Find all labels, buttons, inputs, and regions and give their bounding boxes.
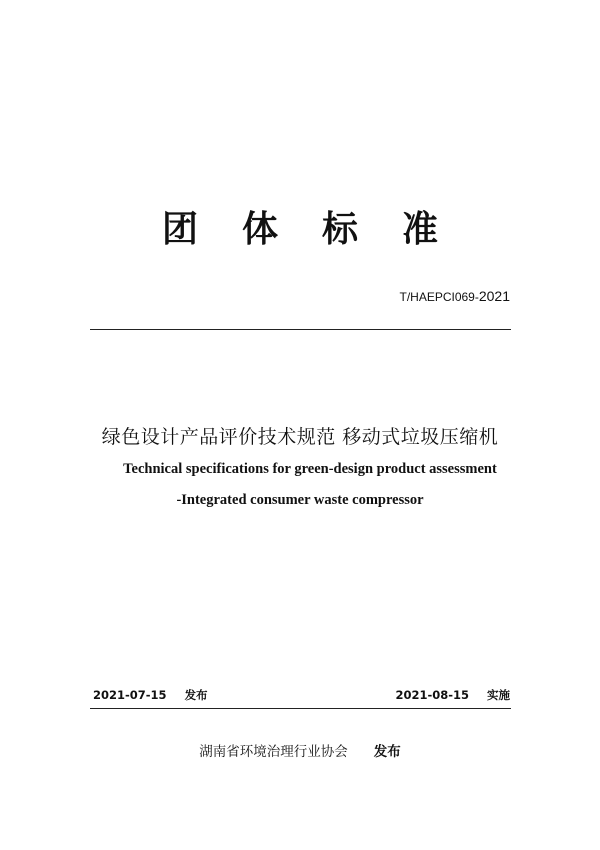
publisher-organization: 湖南省环境治理行业协会 — [199, 744, 348, 760]
standard-code: T/HAEPCI069- — [399, 290, 479, 304]
category-char: 团 — [161, 209, 198, 250]
standard-year: 2021 — [478, 288, 510, 304]
document-title-english-line1: Technical specifications for green-design product assessment — [123, 461, 497, 477]
bottom-divider — [90, 708, 511, 709]
standard-number — [399, 287, 510, 306]
issue-date: 2021-07-15 — [93, 688, 167, 702]
document-title-chinese: 绿色设计产品评价技术规范 移动式垃圾压缩机 — [101, 426, 499, 448]
top-divider — [90, 329, 511, 330]
category-char: 标 — [322, 209, 359, 250]
publisher-line — [0, 742, 600, 762]
category-char: 准 — [402, 209, 439, 250]
issue-date-block — [93, 687, 208, 703]
publisher-label: 发布 — [373, 744, 401, 760]
document-title-english-line2: -Integrated consumer waste compressor — [176, 492, 424, 508]
implement-label: 实施 — [487, 688, 510, 702]
issue-label: 发布 — [184, 688, 208, 702]
implement-date: 2021-08-15 — [395, 688, 469, 702]
category-char: 体 — [241, 209, 278, 250]
implement-date-block — [395, 687, 510, 703]
document-category-title — [0, 206, 600, 254]
